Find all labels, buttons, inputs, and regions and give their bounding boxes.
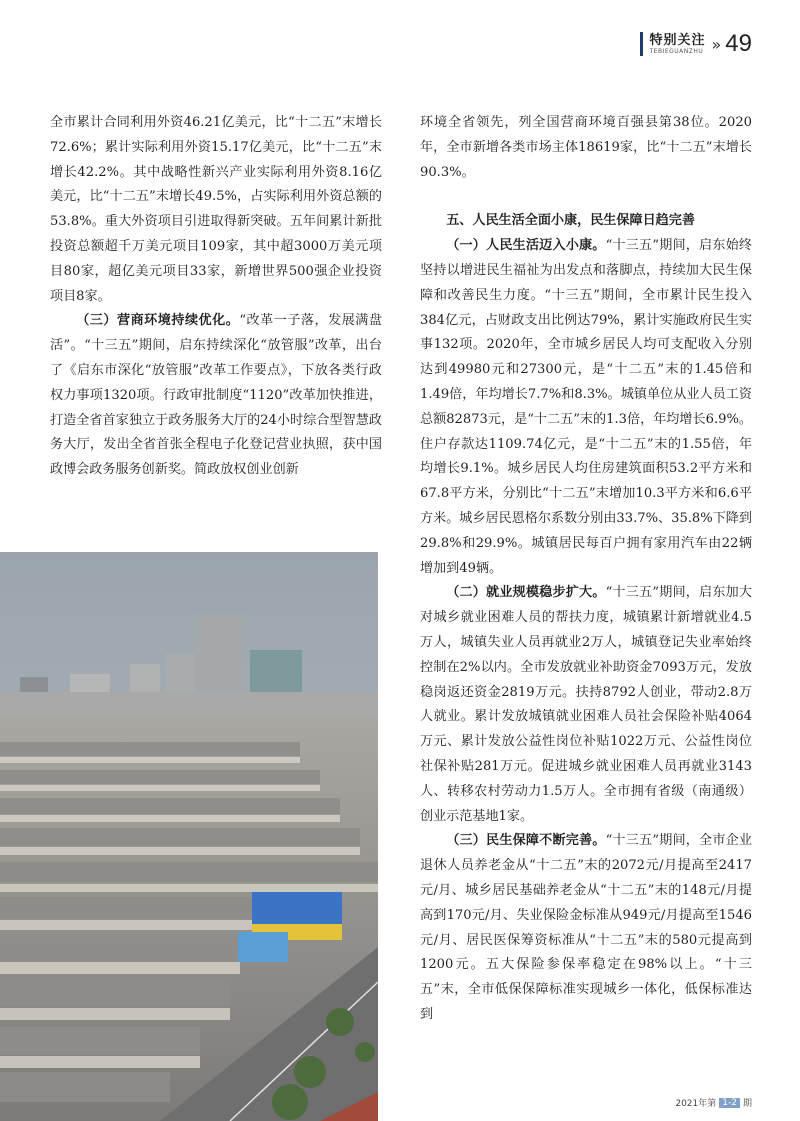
section-heading: 五、人民生活全面小康，民生保障日趋完善	[446, 213, 695, 229]
paragraph	[50, 309, 382, 483]
paragraph: 环境全省领先，列全国营商环境百强县第38位。2020年，全市新增各类市场主体18619家，比“十二五”末增长90.3%。	[420, 115, 752, 180]
paragraph	[420, 829, 752, 1027]
paragraph-text: “十三五”期间，启东始终坚持以增进民生福祉为出发点和落脚点，持续加大民生保障和改善民生力度。“十三五”期间，全市累计民生投入384亿元，占财政支出比例达79%，累计实施政府民生实事132项。2020年，全市城乡居民人均可支配收入分别达到49980元和27300元，是“十二五”末的1.45倍和1.49倍，年均增长7.7%和8.3%。城镇单位从业人员工资总额82873元，是“十二五”末的1.3倍，年均增长6.9%。住户存款达1109.74亿元，是“十二五”末的1.55倍，年均增长9.1%。城乡居民人均住房建筑面积53.2平方米和67.8平方米，分别比“十二五”末增加10.3平方米和6.6平方米。城乡居民恩格尔系数分别由33.7%、35.8%下降到29.8%和29.9%。城镇居民每百户拥有家用汽车由22辆增加到49辆。	[420, 238, 753, 576]
subsection-label: （二）就业规模稳步扩大。	[446, 585, 606, 601]
page-number: 49	[725, 30, 752, 57]
page-footer	[675, 1096, 752, 1109]
page-header	[640, 30, 752, 58]
subsection-label: （一）人民生活迈入小康。	[446, 238, 606, 254]
section-title	[649, 34, 705, 55]
header-accent-bar	[640, 32, 643, 56]
footer-qi: 期	[742, 1099, 752, 1109]
subsection-label: （三）民生保障不断完善。	[446, 833, 606, 849]
city-aerial-photo	[0, 552, 378, 1121]
left-column	[50, 111, 382, 483]
footer-year: 2021年	[675, 1099, 708, 1109]
paragraph-text: “十三五”期间，全市企业退休人员养老金从“十二五”末的2072元/月提高至2417元/月、城乡居民基础养老金从“十二五”末的148元/月提高到170元/月、失业保险金标准从949元/月提高至1546元/月、居民医保筹资标准从“十二五”末的580元提高到1200元。五大保险参保率稳定在98%以上。“十三五”末，全市低保保障标准实现城乡一体化，低保标准达到	[420, 833, 753, 1022]
paragraph: 全市累计合同利用外资46.21亿美元，比“十二五”末增长72.6%；累计实际利用外资15.17亿美元，比“十二五”末增长42.2%。其中战略性新兴产业实际利用外资8.16亿美元，比“十二五”末增长49.5%，占实际利用外资总额的53.8%。重大外资项目引进取得新突破。五年间累计新批投资总额超千万美元项目109家，其中超3000万美元项目80家，超亿美元项目33家，新增世界500强企业投资项目8家。	[50, 115, 382, 304]
footer-di: 第	[707, 1099, 717, 1109]
paragraph	[420, 234, 752, 581]
paragraph-text: “改革一子落，发展满盘活”。“十三五”期间，启东持续深化“放管服”改革，出台了《启东市深化“放管服”改革工作要点》，下放各类行政权力事项1320项。行政审批制度“1120”改革加快推进，打造全省首家独立于政务服务大厅的24小时综合型智慧政务大厅，发出全省首张全程电子化登记营业执照，获中国政博会政务服务创新奖。简政放权创业创新	[50, 313, 382, 478]
right-column	[420, 111, 752, 1028]
paragraph-text: “十三五”期间，启东加大对城乡就业困难人员的帮扶力度，城镇累计新增就业4.5万人，城镇失业人员再就业2万人，城镇登记失业率始终控制在2%以内。全市发放就业补助资金7093万元，发放稳岗返还资金2819万元。扶持8792人创业，带动2.8万人就业。累计发放城镇就业困难人员社会保险补贴4064万元、累计发放公益性岗位补贴1022万元、公益性岗位社保补贴281万元。促进城乡就业困难人员再就业3143人、转移农村劳动力1.5万人。全市拥有省级（南通级）创业示范基地1家。	[420, 585, 753, 824]
subsection-label: （三）营商环境持续优化。	[76, 313, 240, 329]
footer-issue: 1-2	[719, 1098, 740, 1108]
section-title-en: TEBIEGUANZHU	[649, 47, 704, 55]
paragraph	[420, 581, 752, 829]
chevron-right-icon: »	[711, 34, 722, 54]
section-title-cn: 特别关注	[649, 32, 706, 48]
